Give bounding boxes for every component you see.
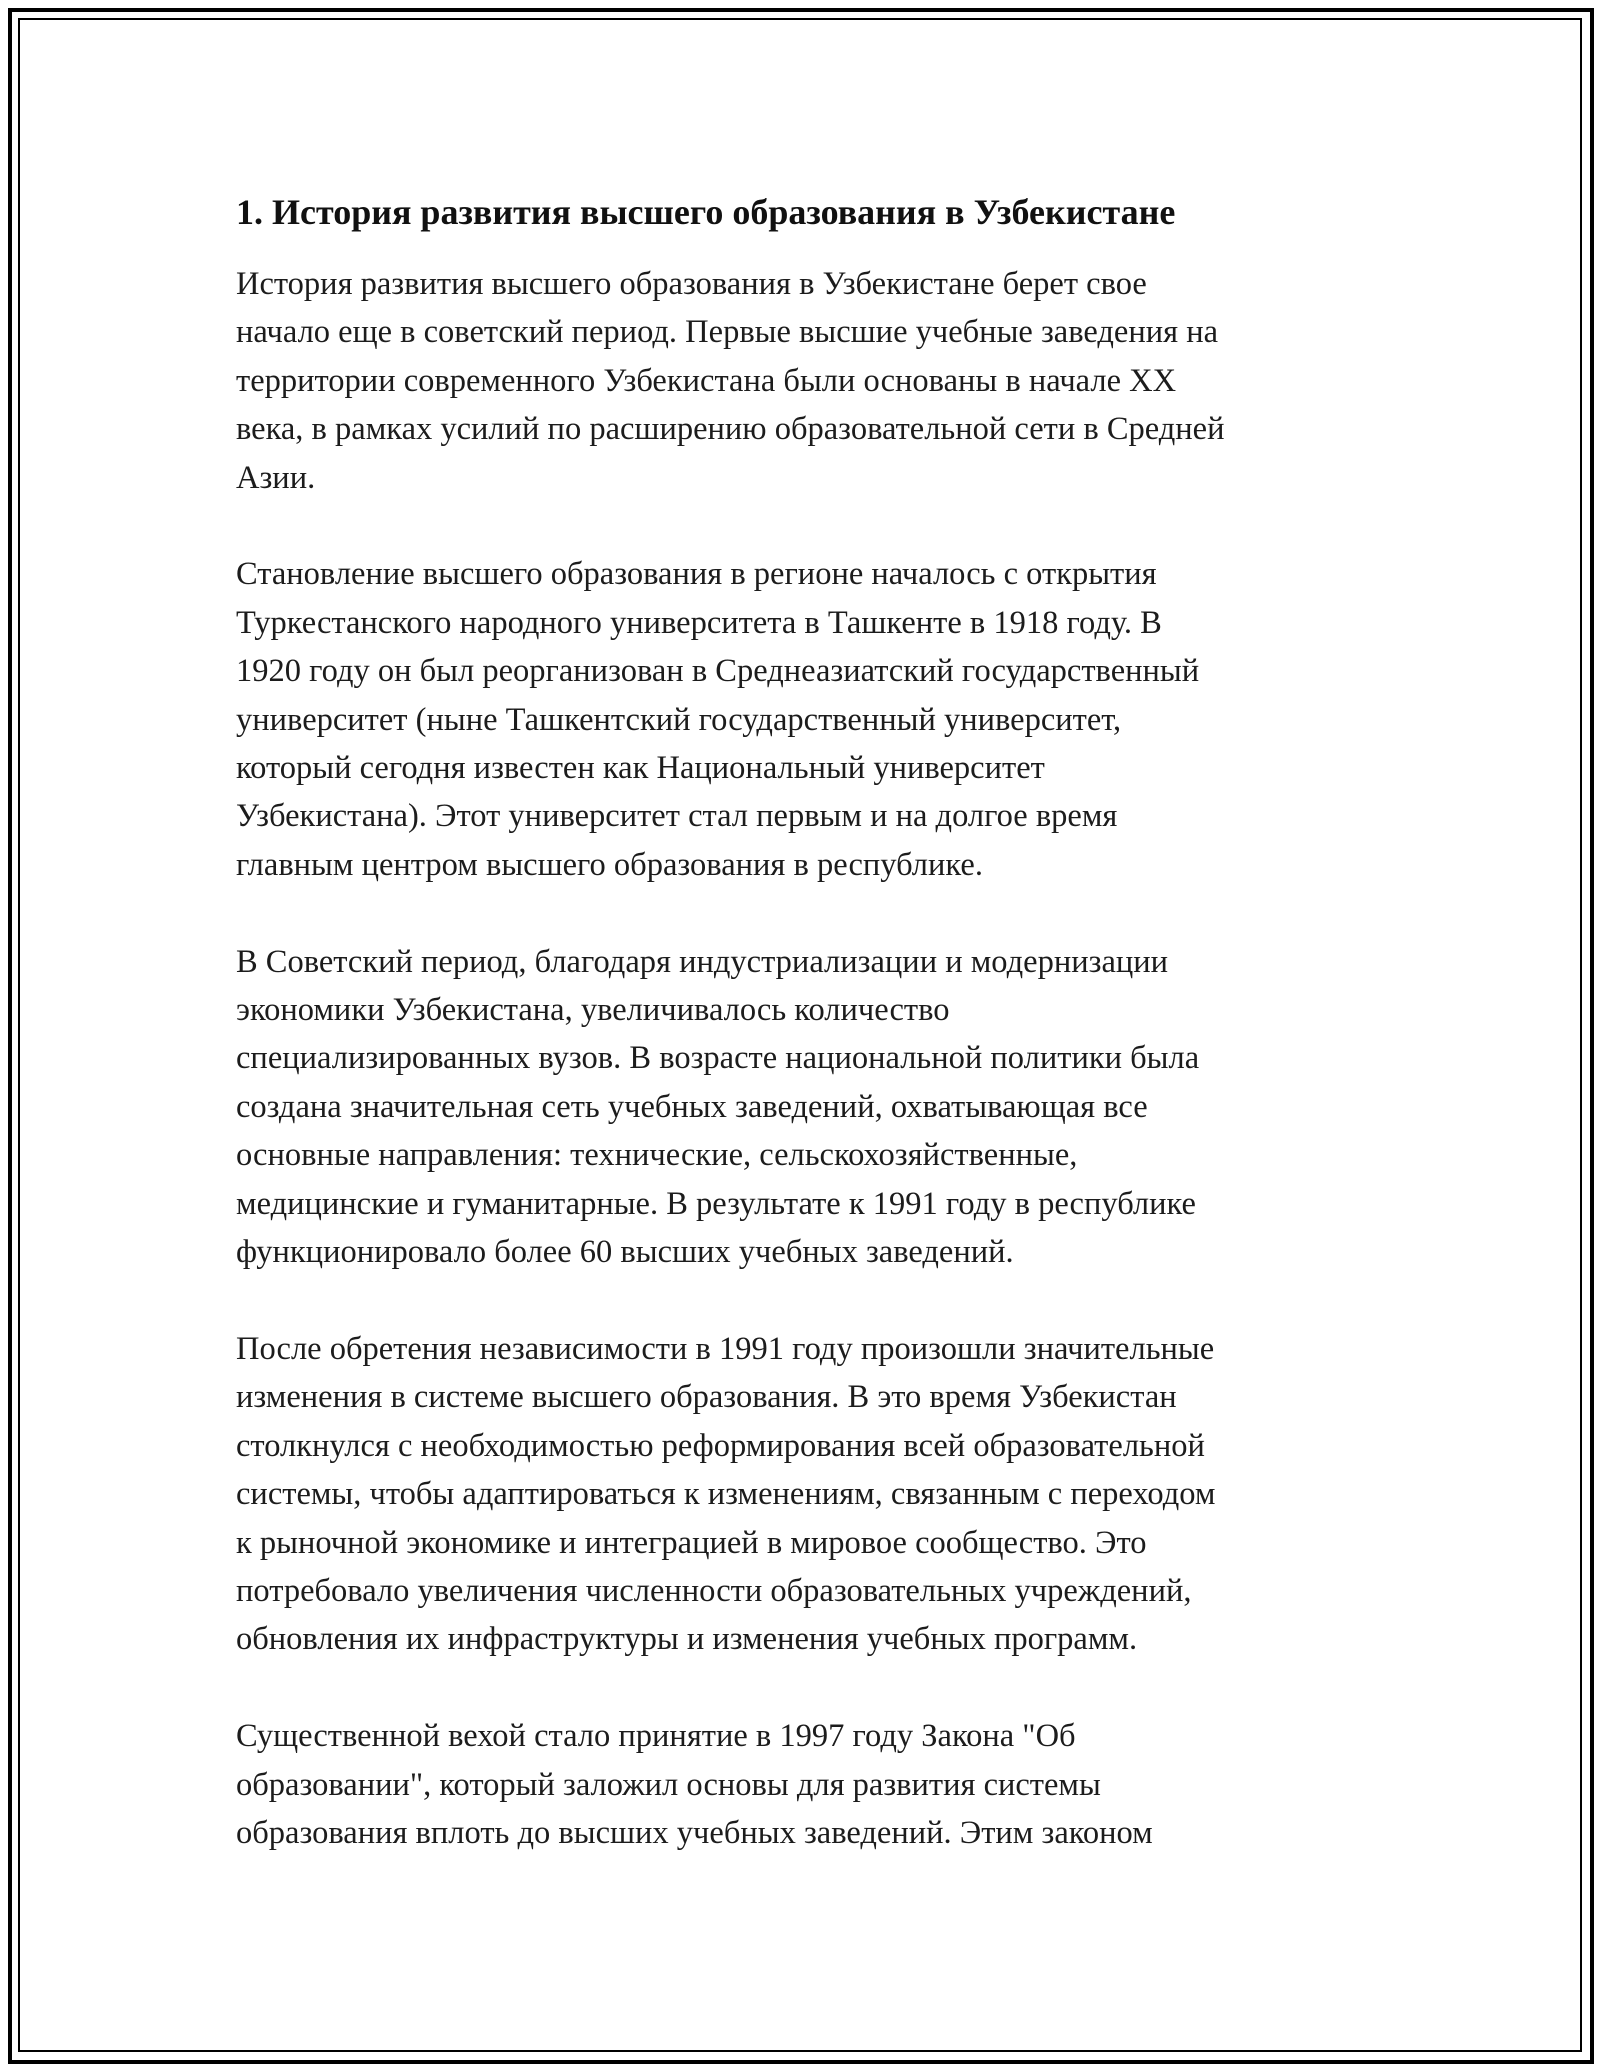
text-line: После обретения независимости в 1991 году произошли значительные bbox=[236, 1330, 1215, 1367]
text-line: потребовало увеличения численности образовательных учреждений, bbox=[236, 1572, 1192, 1609]
text-line: изменения в системе высшего образования. В это время Узбекистан bbox=[236, 1379, 1177, 1416]
text-line: медицинские и гуманитарные. В результате к 1991 году в республике bbox=[236, 1185, 1196, 1222]
section-heading: 1. История развития высшего образования в Узбекистане bbox=[236, 192, 1176, 232]
text-line: системы, чтобы адаптироваться к изменениям, связанным с переходом bbox=[236, 1476, 1216, 1513]
text-line: Туркестанского народного университета в Ташкенте в 1918 году. В bbox=[236, 604, 1162, 641]
text-line: 1920 году он был реорганизован в Среднеазиатский государственный bbox=[236, 653, 1200, 690]
text-line: создана значительная сеть учебных заведений, охватывающая все bbox=[236, 1088, 1148, 1125]
text-line: Азии. bbox=[236, 459, 316, 496]
document-body bbox=[236, 186, 1376, 1906]
text-line: университет (ныне Ташкентский государственный университет, bbox=[236, 701, 1122, 738]
paragraph-4 bbox=[236, 1325, 1376, 1664]
text-line: В Советский период, благодаря индустриализации и модернизации bbox=[236, 943, 1169, 980]
text-line: образования вплоть до высших учебных заведений. Этим законом bbox=[236, 1814, 1153, 1851]
text-line: Существенной вехой стало принятие в 1997 году Закона "Об bbox=[236, 1718, 1076, 1755]
text-line: основные направления: технические, сельскохозяйственные, bbox=[236, 1137, 1078, 1174]
paragraph-2 bbox=[236, 550, 1376, 889]
text-line: Становление высшего образования в регионе началось с открытия bbox=[236, 556, 1157, 593]
text-line: главным центром высшего образования в республике. bbox=[236, 846, 983, 883]
text-line: обновления их инфраструктуры и изменения учебных программ. bbox=[236, 1621, 1138, 1658]
text-line: к рыночной экономике и интеграцией в мировое сообщество. Это bbox=[236, 1524, 1147, 1561]
text-line: функционировало более 60 высших учебных заведений. bbox=[236, 1234, 1014, 1271]
text-line: экономики Узбекистана, увеличивалось количество bbox=[236, 992, 950, 1029]
text-line: начало еще в советский период. Первые высшие учебные заведения на bbox=[236, 314, 1219, 351]
paragraph-1 bbox=[236, 260, 1376, 502]
text-line: века, в рамках усилий по расширению образовательной сети в Средней bbox=[236, 411, 1225, 448]
text-line: образовании", который заложил основы для развития системы bbox=[236, 1766, 1101, 1803]
text-line: столкнулся с необходимостью реформирования всей образовательной bbox=[236, 1427, 1205, 1464]
text-line: территории современного Узбекистана были основаны в начале XX bbox=[236, 362, 1177, 399]
text-line: специализированных вузов. В возрасте национальной политики была bbox=[236, 1040, 1200, 1077]
text-line: История развития высшего образования в Узбекистане берет свое bbox=[236, 266, 1147, 302]
text-line: который сегодня известен как Национальный университет bbox=[236, 750, 1045, 787]
paragraph-3 bbox=[236, 938, 1376, 1277]
paragraph-5 bbox=[236, 1712, 1376, 1857]
text-line: Узбекистана). Этот университет стал первым и на долгое время bbox=[236, 798, 1118, 835]
